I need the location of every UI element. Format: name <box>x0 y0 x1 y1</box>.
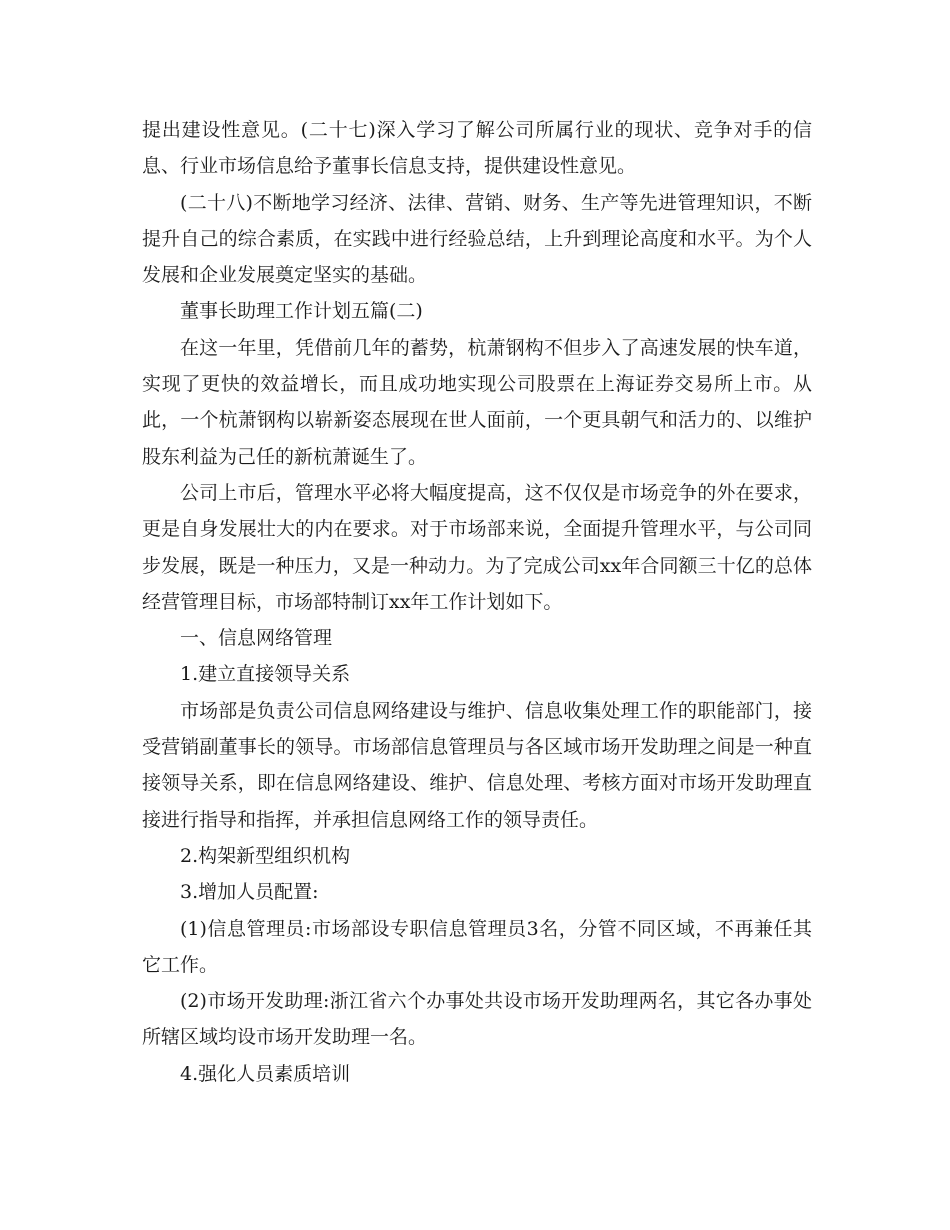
subheading: 3.增加人员配置: <box>180 881 319 904</box>
document-body <box>142 112 812 1092</box>
subheading: 1.建立直接领导关系 <box>180 663 351 686</box>
paragraph: 在这一年里，凭借前几年的蓄势，杭萧钢构不但步入了高速发展的快车道，实现了更快的效益增长，而且成功地实现公司股票在上海证券交易所上市。从此，一个杭萧钢构以崭新姿态展现在世人面前，一个更具朝气和活力的、以维护股东利益为己任的新杭萧诞生了。 <box>142 336 812 468</box>
list-item: (2)市场开发助理:浙江省六个办事处共设市场开发助理两名，其它各办事处所辖区域均设市场开发助理一名。 <box>142 990 812 1049</box>
paragraph: 公司上市后，管理水平必将大幅度提高，这不仅仅是市场竞争的外在要求，更是自身发展壮大的内在要求。对于市场部来说，全面提升管理水平，与公司同步发展，既是一种压力，又是一种动力。为了完成公司xx年合同额三十亿的总体经营管理目标，市场部特制订xx年工作计划如下。 <box>142 481 812 613</box>
section-title: 董事长助理工作计划五篇(二) <box>180 300 423 323</box>
subheading: 2.构架新型组织机构 <box>180 844 351 867</box>
paragraph: 市场部是负责公司信息网络建设与维护、信息收集处理工作的职能部门，接受营销副董事长的领导。市场部信息管理员与各区域市场开发助理之间是一种直接领导关系，即在信息网络建设、维护、信息处理、考核方面对市场开发助理直接进行指导和指挥，并承担信息网络工作的领导责任。 <box>142 699 812 831</box>
list-item: (1)信息管理员:市场部设专职信息管理员3名，分管不同区域，不再兼任其它工作。 <box>142 917 812 976</box>
paragraph: 提出建设性意见。(二十七)深入学习了解公司所属行业的现状、竞争对手的信息、行业市场信息给予董事长信息支持，提供建设性意见。 <box>142 119 812 178</box>
paragraph: (二十八)不断地学习经济、法律、营销、财务、生产等先进管理知识，不断提升自己的综合素质，在实践中进行经验总结，上升到理论高度和水平。为个人发展和企业发展奠定坚实的基础。 <box>142 191 812 287</box>
heading: 一、信息网络管理 <box>180 627 333 650</box>
subheading: 4.强化人员素质培训 <box>180 1062 351 1085</box>
